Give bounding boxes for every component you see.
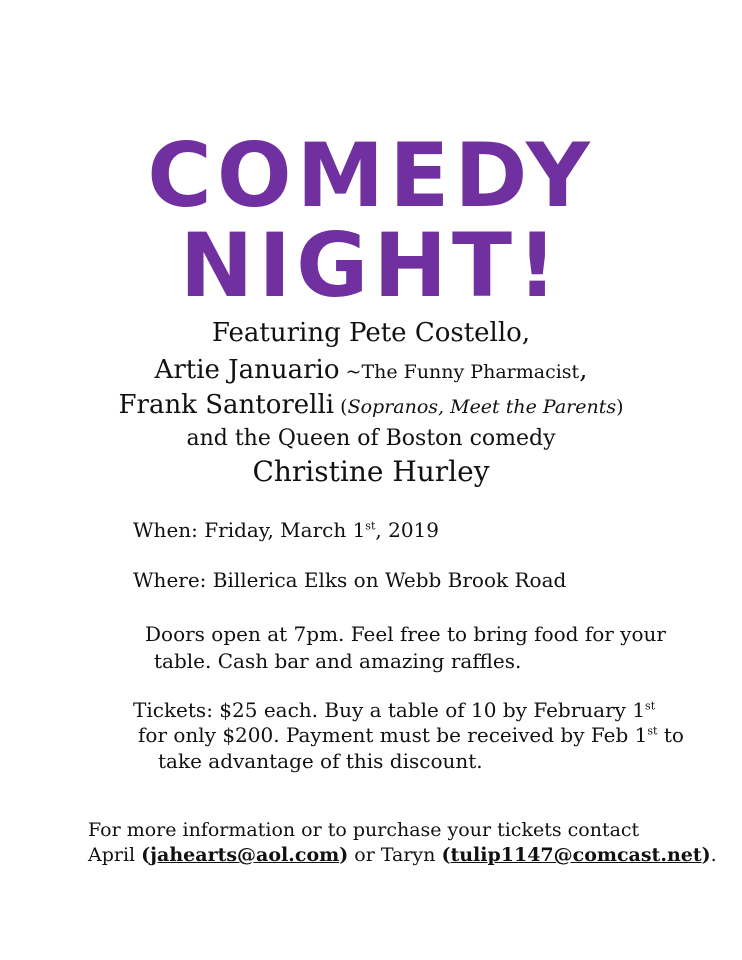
when-line (133, 518, 439, 542)
contact-paren-close-2: ) (701, 844, 711, 866)
performer-frank-paren-close: ) (616, 396, 624, 418)
tickets-line-1 (133, 698, 655, 722)
performer-frank-line (0, 390, 742, 420)
performer-artie-line (0, 355, 742, 385)
contact-or-taryn: or Taryn (348, 844, 442, 866)
tickets-line-2 (138, 723, 684, 747)
tickets-line-1-sup: st (645, 699, 656, 713)
contact-paren-open-2: ( (441, 844, 451, 866)
contact-april: April (88, 844, 142, 866)
performer-frank-paren-open: ( (334, 396, 348, 418)
performer-frank-name: Frank Santorelli (118, 390, 335, 420)
contact-period: . (710, 844, 717, 866)
email-link-april[interactable]: jahearts@aol.com (150, 844, 340, 866)
doors-line-1: Doors open at 7pm. Feel free to bring food for your (145, 622, 666, 646)
contact-paren-close-1: ) (339, 844, 349, 866)
where-line: Where: Billerica Elks on Webb Brook Road (133, 568, 567, 592)
performer-artie-tag: ~The Funny Pharmacist (339, 361, 580, 383)
tickets-line-2-text: for only $200. Payment must be received by Feb 1 (138, 723, 648, 747)
when-suffix: , 2019 (375, 518, 439, 542)
title-line-1: COMEDY (147, 124, 595, 227)
queen-line: and the Queen of Boston comedy (186, 426, 556, 451)
contact-paren-open-1: ( (141, 844, 151, 866)
title-line-2: NIGHT! (179, 214, 563, 317)
tickets-line-3: take advantage of this discount. (158, 749, 483, 773)
tickets-line-2-end: to (657, 723, 684, 747)
when-sup: st (365, 519, 376, 533)
contact-line-1: For more information or to purchase your tickets contact (88, 819, 640, 841)
performer-frank-credits: Sopranos, Meet the Parents (347, 396, 617, 418)
when-prefix: When: Friday, March 1 (133, 518, 366, 542)
headliner-name: Christine Hurley (252, 455, 490, 488)
contact-line-2 (88, 844, 717, 866)
tickets-line-2-sup: st (647, 724, 658, 738)
featuring-line: Featuring Pete Costello, (211, 318, 531, 348)
tickets-line-1-text: Tickets: $25 each. Buy a table of 10 by February 1 (133, 698, 646, 722)
doors-line-2: table. Cash bar and amazing raffles. (154, 649, 522, 673)
performer-artie-comma: , (579, 355, 588, 385)
email-link-taryn[interactable]: tulip1147@comcast.net (450, 844, 702, 866)
performer-artie-name: Artie Januario (154, 355, 340, 385)
